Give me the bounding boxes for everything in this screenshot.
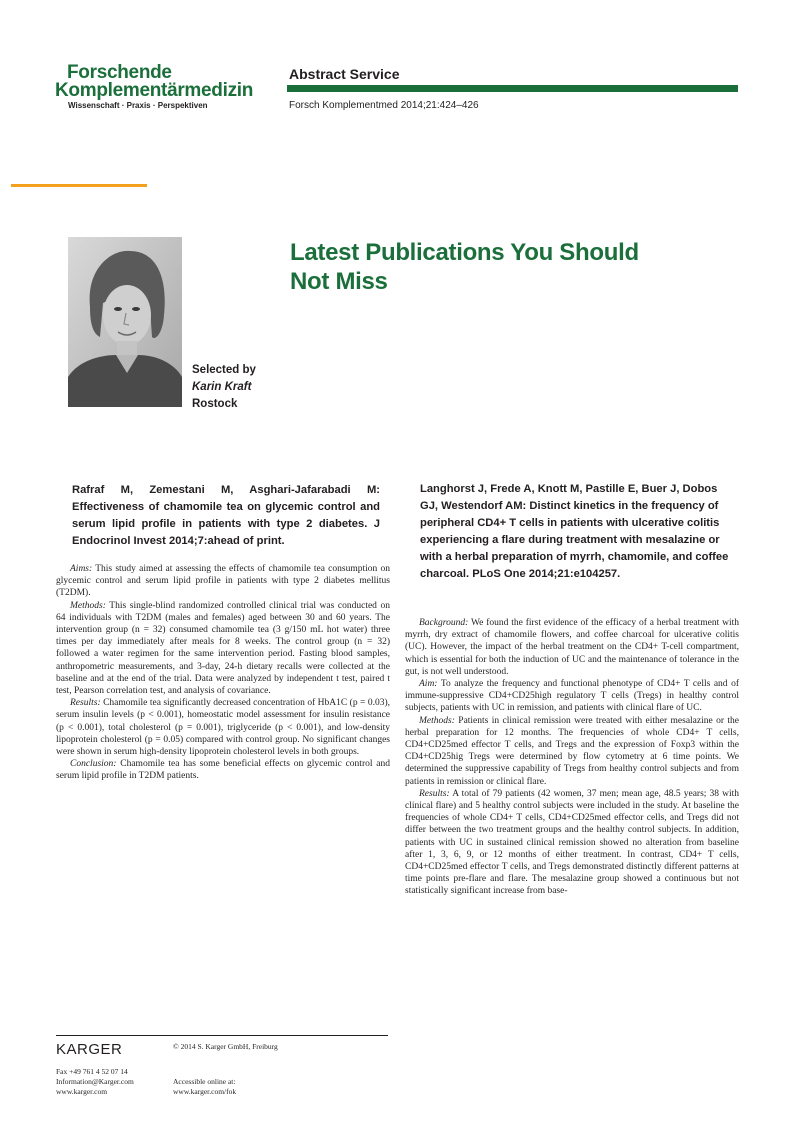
article2-body — [405, 617, 739, 898]
publisher-logo: KARGER — [56, 1041, 123, 1058]
article1-body — [56, 563, 390, 783]
article2-title: Langhorst J, Frede A, Knott M, Pastille E, Buer J, Dobos GJ, Westendorf AM: Distinct kinetics in the frequency of peripheral CD4+ T cells in patients with ulcerative colitis experiencing a flare during treatment with mesalazine or with a herbal preparation of myrrh, chamomile, and coffee charcoal. PLoS One 2014;21:e104257. — [420, 483, 729, 580]
header-divider — [287, 85, 738, 92]
article1-conclusion: Conclusion: Chamomile tea has some beneficial effects on glycemic control and serum lipid profile in T2DM patients. — [56, 759, 391, 782]
article1-results: Results: Chamomile tea significantly decreased concentration of HbA1C (p = 0.03), serum insulin levels (p < 0.001), homeostatic model assessment for insulin resistance (p < 0.001), total cholesterol (p = 0.001), triglyceride (p < 0.001), and low-density lipoprotein cholesterol (p = 0.05) compared with control group. No significant changes were shown in serum high-density lipoprotein cholesterol levels in both groups. — [56, 698, 390, 758]
selector-name: Karin Kraft — [192, 381, 252, 393]
selected-by-label: Selected by — [192, 364, 256, 376]
copyright-notice: © 2014 S. Karger GmbH, Freiburg — [173, 1042, 278, 1051]
article2-results: Results: A total of 79 patients (42 women, 37 men; mean age, 48.5 years; 38 with clinical flare) and 5 healthy control subjects were included in the study. At baseline the frequencies of whole CD4+ T cells, CD4+CD25med effector cells, and Tregs did not differ between the two treatment groups and the healthy control subjects. In addition, patients with UC in sustained clinical remission showed no alteration from baseline after 1, 3, 6, 9, or 12 months of either treatment. In contrast, CD4+ T cells, CD4+CD25med effector T cells, and Tregs demonstrated distinctly different patterns at time points pre-flare and flare. The mesalazine group showed a continuous but not statistically significant increase from base- — [405, 788, 739, 897]
publisher-contact — [56, 1067, 134, 1097]
email-link[interactable]: Information@Karger.com — [56, 1077, 134, 1086]
author-portrait — [68, 237, 182, 407]
article2-aim: Aim: To analyze the frequency and functional phenotype of CD4+ T cells and of immune-suppressive CD4+CD25high regulatory T cells (Tregs) in healthy control subjects, patients with UC in remission, and patients with clinical flare of UC. — [405, 679, 739, 714]
journal-logo-line1: Forschende — [67, 62, 172, 83]
accent-bar — [11, 184, 147, 187]
article1-title: Rafraf M, Zemestani M, Asghari-Jafarabadi M: Effectiveness of chamomile tea on glycemic control and serum lipid profile in patients with type 2 diabetes. J Endocrinol Invest 2014;7:ahead of print. — [72, 484, 380, 547]
article1-aims: Aims: This study aimed at assessing the effects of chamomile tea consumption on glycemic control and serum lipid profile in patients with type 2 diabetes mellitus (T2DM). — [56, 564, 390, 599]
journal-logo-line2: Komplementärmedizin — [55, 80, 254, 101]
page-title-line1: Latest Publications You Should — [290, 239, 639, 266]
journal-reference: Forsch Komplementmed 2014;21:424–426 — [289, 100, 479, 111]
page-title-line2: Not Miss — [290, 268, 388, 295]
selector-place: Rostock — [192, 398, 238, 410]
online-access-link[interactable]: www.karger.com/fok — [173, 1087, 237, 1096]
article2-background: Background: We found the first evidence of the efficacy of a herbal treatment with myrrh, dry extract of chamomile flowers, and coffee charcoal for ulcerative colitis (UC). However, the impact of the herbal treatment on the CD4+ T-cell compartment, which is essential for both the induction of UC and the maintenance of tolerance in the gut, is not well understood. — [405, 618, 739, 677]
article1-methods: Methods: This single-blind randomized controlled clinical trial was conducted on 64 individuals with T2DM (males and females) aged between 30 and 60 years. The intervention group (n = 32) consumed chamomile tea (3 g/150 mL hot water) three times per day immediately after meals for 8 weeks. The control group (n = 32) followed a water regimen for the same intervention period. Fasting blood samples, anthropometric measurements, and 3-day, 24-h dietary recalls were collected at the baseline and at the end of the trial. Data were analyzed by independent t test, paired t test, Pearson correlation test, and analysis of covariance. — [56, 600, 390, 697]
article2-methods: Methods: Patients in clinical remission were treated with either mesalazine or the herbal preparation for 12 months. The frequencies of whole CD4+ T cells, CD4+CD25med effector T cells, and Tregs and the expression of Foxp3 within the CD4+CD25hig Tregs were determined by flow cytometry at 6 time points. We determined the suppressive capability of Tregs from healthy control subjects and from patients in remission or clinical flare. — [405, 715, 740, 787]
footer-divider — [56, 1035, 388, 1036]
portrait-image — [68, 237, 182, 407]
website-link[interactable]: www.karger.com — [56, 1087, 108, 1096]
section-heading: Abstract Service — [289, 66, 400, 82]
online-access — [173, 1077, 236, 1097]
page-title — [290, 238, 750, 296]
online-access-label: Accessible online at: — [173, 1077, 236, 1086]
journal-logo-subtitle: Wissenschaft · Praxis · Perspektiven — [68, 101, 208, 110]
fax-number: Fax +49 761 4 52 07 14 — [56, 1067, 128, 1076]
